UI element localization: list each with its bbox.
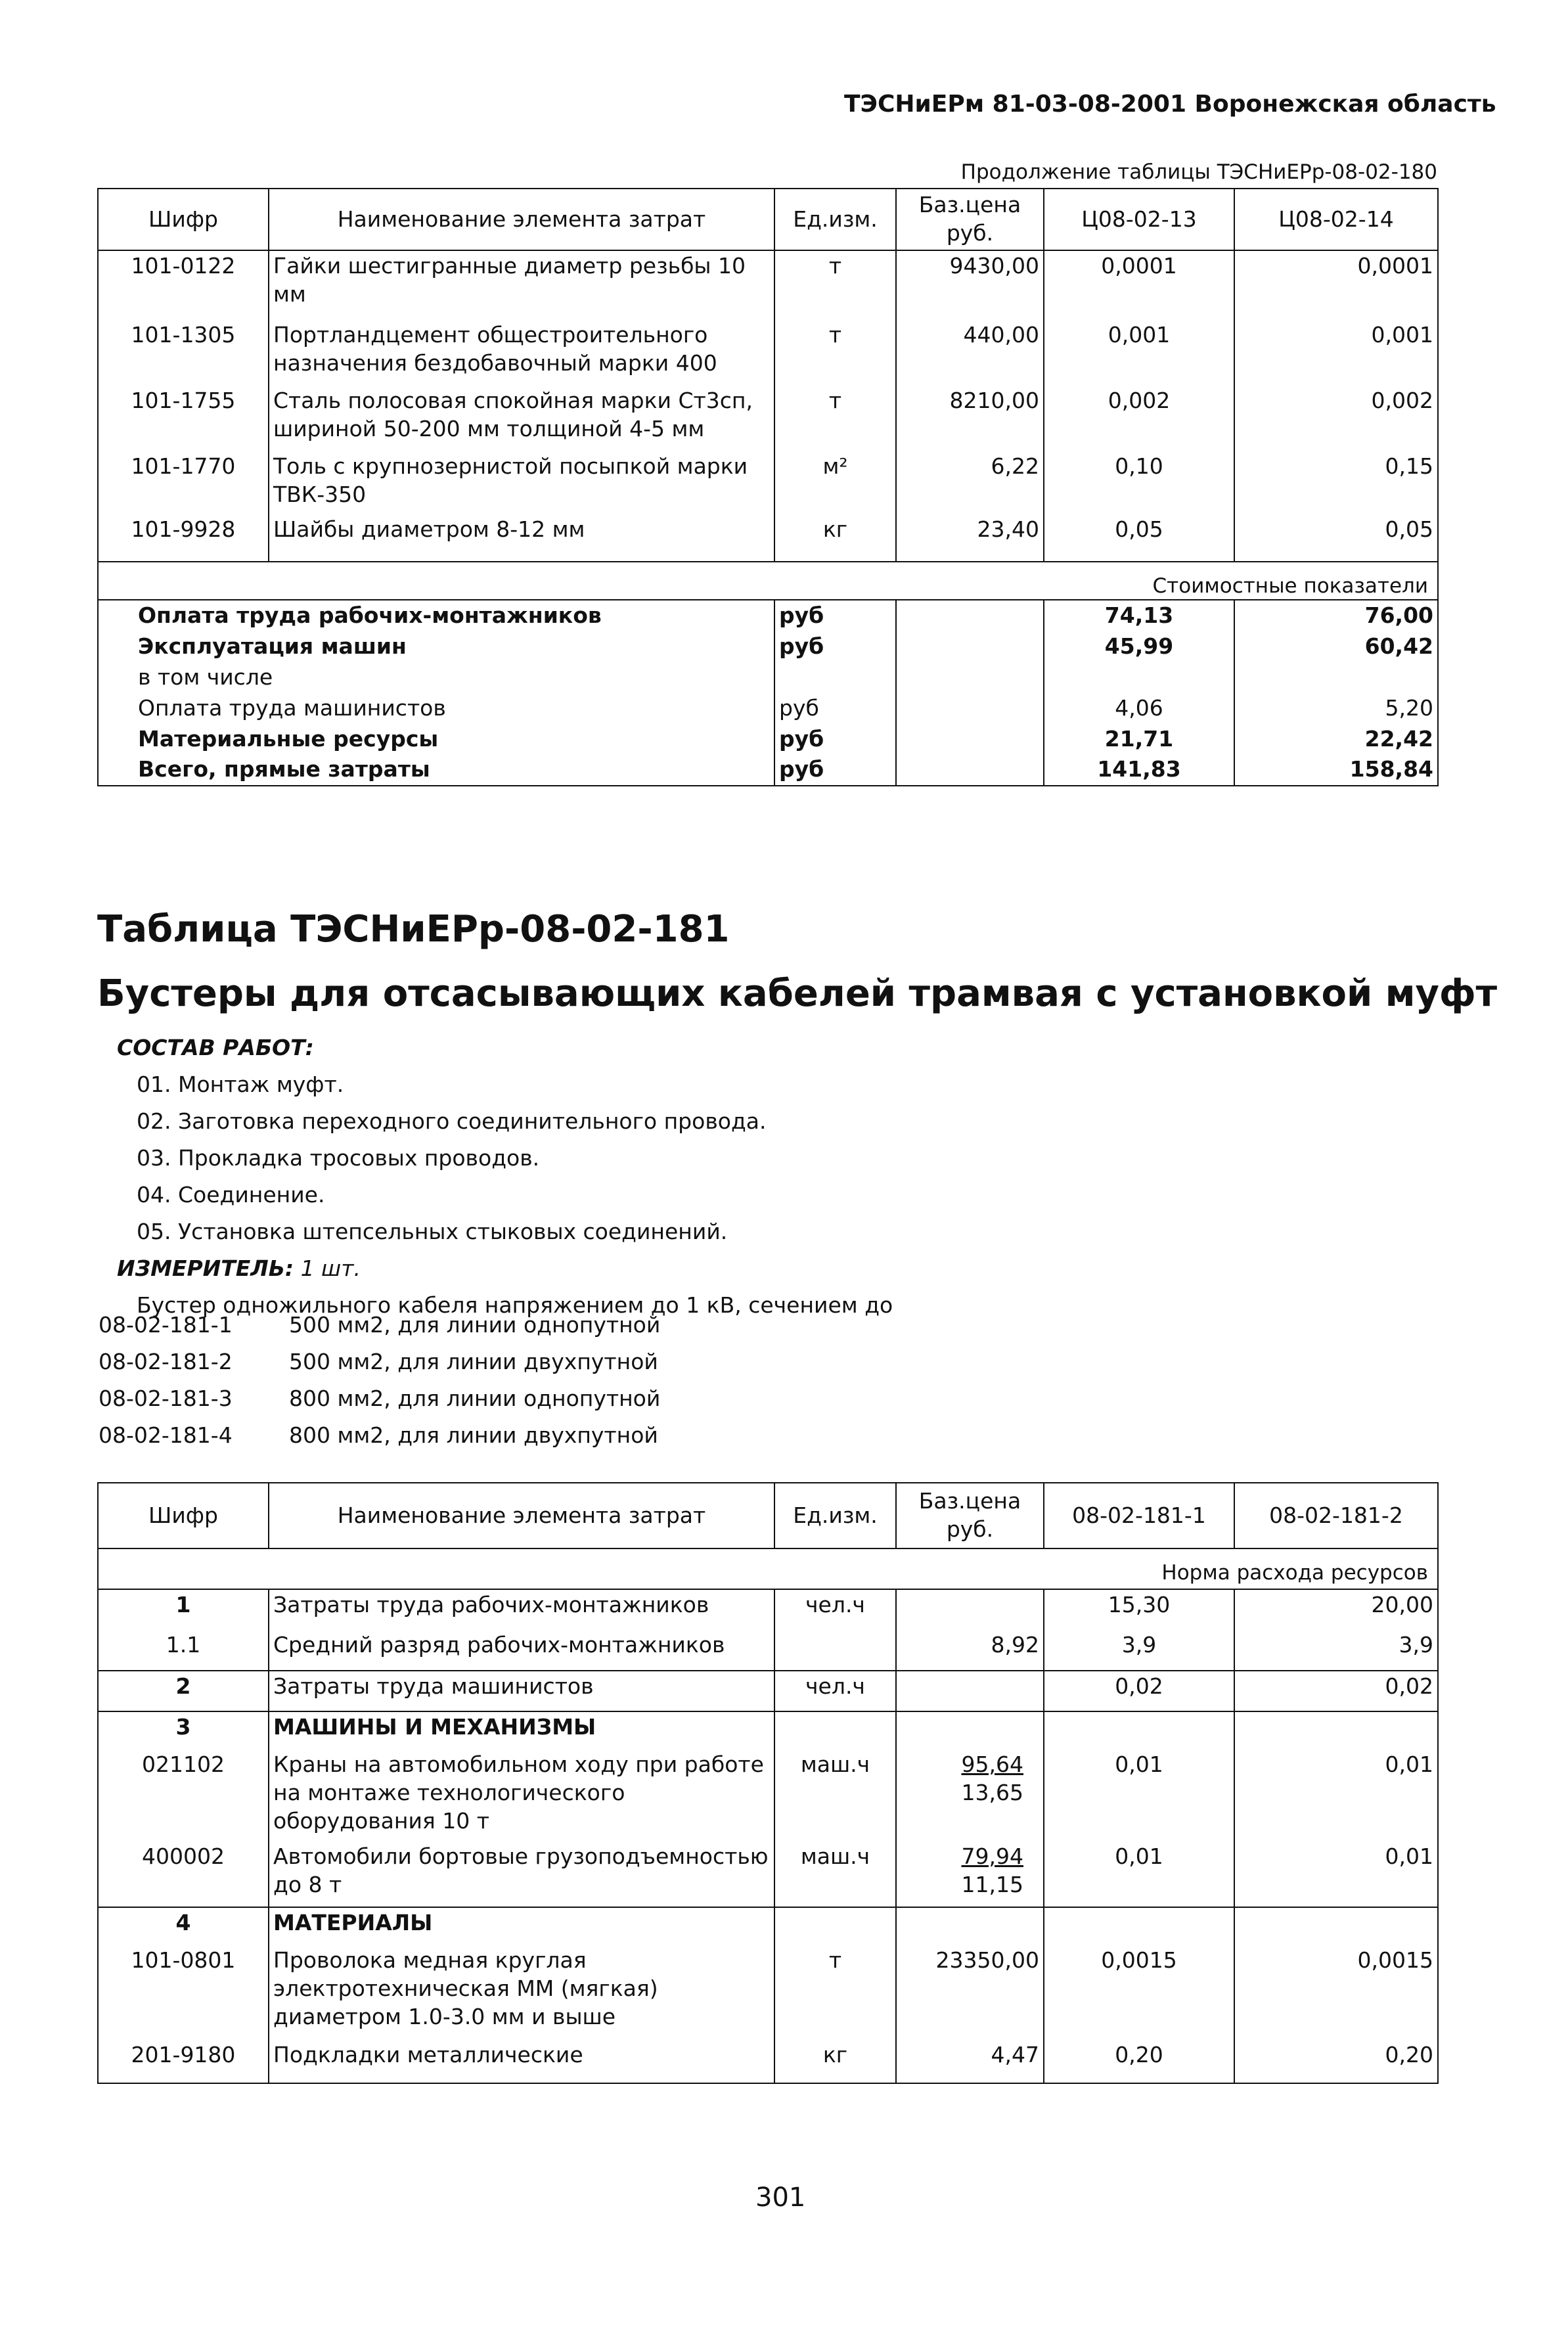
table-row	[98, 1907, 1438, 1945]
summary-unit: руб	[774, 724, 896, 755]
cell-unit: чел.ч	[774, 1589, 896, 1630]
variant-text: 500 мм2, для линии двухпутной	[289, 1349, 658, 1374]
cell-b: 3,9	[1234, 1630, 1438, 1671]
cell-price: 23350,00	[896, 1945, 1044, 2040]
summary-name: Материальные ресурсы	[98, 724, 774, 755]
table-title: Таблица ТЭСНиЕРр-08-02-181	[97, 908, 730, 951]
table1	[97, 188, 1439, 786]
cell-b: 20,00	[1234, 1589, 1438, 1630]
cell-b: 0,001	[1234, 320, 1438, 386]
cell-name: Затраты труда машинистов	[269, 1671, 774, 1711]
cell-name: Проволока медная круглая электротехническая ММ (мягкая) диаметром 1.0-3.0 мм и выше	[269, 1945, 774, 2040]
cell-code: 201-9180	[98, 2040, 269, 2083]
summary-unit: руб	[774, 631, 896, 662]
table-row	[98, 1841, 1438, 1907]
cell-a: 0,20	[1044, 2040, 1234, 2083]
cell-code: 101-1305	[98, 320, 269, 386]
section-label: Норма расхода ресурсов	[1161, 1561, 1428, 1585]
cell-a: 0,10	[1044, 451, 1234, 514]
summary-name: Эксплуатация машин	[98, 631, 774, 662]
section-row	[98, 1548, 1438, 1589]
summary-b: 158,84	[1234, 754, 1438, 786]
table2	[97, 1482, 1439, 2084]
works-list	[117, 1072, 893, 1255]
cell-b: 0,02	[1234, 1671, 1438, 1711]
summary-row	[98, 600, 1438, 631]
summary-unit: руб	[774, 600, 896, 631]
cell-name: МАШИНЫ И МЕХАНИЗМЫ	[269, 1711, 774, 1750]
summary-row	[98, 724, 1438, 755]
table-row	[98, 1750, 1438, 1841]
cell-unit: т	[774, 1945, 896, 2040]
cell-name: Средний разряд рабочих-монтажников	[269, 1630, 774, 1671]
measure-line	[117, 1255, 893, 1292]
cell-code: 1	[98, 1589, 269, 1630]
price-total: 79,94	[961, 1843, 1023, 1869]
cell-code: 4	[98, 1907, 269, 1945]
works-label: СОСТАВ РАБОТ:	[117, 1035, 314, 1060]
list-item: 03. Прокладка тросовых проводов.	[137, 1145, 540, 1171]
cell-unit: т	[774, 386, 896, 451]
cell-code: 101-0801	[98, 1945, 269, 2040]
summary-unit: руб	[774, 754, 896, 786]
summary-unit: руб	[774, 693, 896, 724]
cell-b: 0,0015	[1234, 1945, 1438, 2040]
cell-code: 101-1770	[98, 451, 269, 514]
summary-b: 76,00	[1234, 600, 1438, 631]
cell-name: Затраты труда рабочих-монтажников	[269, 1589, 774, 1630]
summary-b: 22,42	[1234, 724, 1438, 755]
cell-name: Толь с крупнозернистой посыпкой марки ТВК-350	[269, 451, 774, 514]
col-code: Шифр	[98, 1483, 269, 1548]
cell-unit: м²	[774, 451, 896, 514]
cell-unit: кг	[774, 514, 896, 562]
list-item: 04. Соединение.	[137, 1182, 325, 1208]
cell-name: Краны на автомобильном ходу при работе на монтаже технологического оборудования 10 т	[269, 1750, 774, 1841]
cell-unit: чел.ч	[774, 1671, 896, 1711]
cell-a: 0,01	[1044, 1841, 1234, 1907]
table-row	[98, 1589, 1438, 1630]
cell-code: 021102	[98, 1750, 269, 1841]
col-unit: Ед.изм.	[774, 1483, 896, 1548]
list-item	[99, 1349, 660, 1386]
list-item: 05. Установка штепсельных стыковых соединений.	[137, 1219, 728, 1244]
variant-code: 08-02-181-4	[99, 1422, 233, 1448]
cell-price: 9430,00	[896, 250, 1044, 320]
cell-b: 0,20	[1234, 2040, 1438, 2083]
table-row	[98, 386, 1438, 451]
cell-a: 15,30	[1044, 1589, 1234, 1630]
table-row	[98, 1711, 1438, 1750]
variant-text: 500 мм2, для линии однопутной	[289, 1312, 661, 1338]
table1-header-row	[98, 189, 1438, 250]
variant-code: 08-02-181-3	[99, 1386, 233, 1411]
cell-unit: кг	[774, 2040, 896, 2083]
col-a: 08-02-181-1	[1044, 1483, 1234, 1548]
cell-a: 0,002	[1044, 386, 1234, 451]
page-header: ТЭСНиЕРм 81-03-08-2001 Воронежская область	[844, 91, 1496, 118]
col-name: Наименование элемента затрат	[269, 189, 774, 250]
summary-b: 5,20	[1234, 693, 1438, 724]
summary-a: 141,83	[1044, 754, 1234, 786]
cell-code: 1.1	[98, 1630, 269, 1671]
cell-code: 400002	[98, 1841, 269, 1907]
list-item	[99, 1312, 660, 1349]
table-row	[98, 2040, 1438, 2083]
price-labor: 13,65	[961, 1779, 1023, 1805]
variant-text: 800 мм2, для линии двухпутной	[289, 1422, 658, 1448]
cell-b: 0,0001	[1234, 250, 1438, 320]
page-number: 301	[755, 2182, 806, 2213]
cell-name: Сталь полосовая спокойная марки Ст3сп, шириной 50-200 мм толщиной 4-5 мм	[269, 386, 774, 451]
intro-text: Бустер одножильного кабеля напряжением до 1 кВ, сечением до	[137, 1292, 893, 1318]
works-section	[117, 1035, 893, 1329]
table-row	[98, 320, 1438, 386]
cell-name: МАТЕРИАЛЫ	[269, 1907, 774, 1945]
cell-b: 0,01	[1234, 1841, 1438, 1907]
variants-list	[99, 1312, 660, 1459]
cell-b: 0,002	[1234, 386, 1438, 451]
cell-code: 101-9928	[98, 514, 269, 562]
cell-price: 8210,00	[896, 386, 1044, 451]
cell-unit: т	[774, 250, 896, 320]
summary-name: Всего, прямые затраты	[98, 754, 774, 786]
cell-a: 0,02	[1044, 1671, 1234, 1711]
section-row	[98, 562, 1438, 600]
cell-b: 0,01	[1234, 1750, 1438, 1841]
cell-name: Шайбы диаметром 8-12 мм	[269, 514, 774, 562]
col-b: Ц08-02-14	[1234, 189, 1438, 250]
cell-code: 101-1755	[98, 386, 269, 451]
list-item: 02. Заготовка переходного соединительного провода.	[137, 1108, 767, 1134]
cell-a: 0,0015	[1044, 1945, 1234, 2040]
cell-a: 0,001	[1044, 320, 1234, 386]
cell-name: Автомобили бортовые грузоподъемностью до 8 т	[269, 1841, 774, 1907]
cell-a: 0,05	[1044, 514, 1234, 562]
table-row	[98, 250, 1438, 320]
table2-header-row	[98, 1483, 1438, 1548]
summary-a: 74,13	[1044, 600, 1234, 631]
table-subtitle: Бустеры для отсасывающих кабелей трамвая с установкой муфт	[97, 972, 1498, 1015]
col-code: Шифр	[98, 189, 269, 250]
summary-name: Оплата труда рабочих-монтажников	[98, 600, 774, 631]
summary-row	[98, 754, 1438, 786]
col-b: 08-02-181-2	[1234, 1483, 1438, 1548]
summary-row	[98, 693, 1438, 724]
cell-name: Гайки шестигранные диаметр резьбы 10 мм	[269, 250, 774, 320]
cell-b: 0,05	[1234, 514, 1438, 562]
list-item	[99, 1422, 660, 1459]
col-price: Баз.цена руб.	[896, 1483, 1044, 1548]
summary-row	[98, 662, 1438, 693]
variant-text: 800 мм2, для линии однопутной	[289, 1386, 661, 1411]
variant-code: 08-02-181-1	[99, 1312, 233, 1338]
table-row	[98, 1945, 1438, 2040]
cell-price: 23,40	[896, 514, 1044, 562]
price-labor: 11,15	[961, 1871, 1023, 1897]
cell-code: 3	[98, 1711, 269, 1750]
summary-name: Оплата труда машинистов	[98, 693, 774, 724]
list-item: 01. Монтаж муфт.	[137, 1072, 344, 1097]
measure-label: ИЗМЕРИТЕЛЬ:	[117, 1255, 294, 1281]
cell-b: 0,15	[1234, 451, 1438, 514]
cell-name: Портландцемент общестроительного назначения бездобавочный марки 400	[269, 320, 774, 386]
cell-price: 8,92	[896, 1630, 1044, 1671]
cell-a: 3,9	[1044, 1630, 1234, 1671]
price-total: 95,64	[961, 1751, 1023, 1777]
col-unit: Ед.изм.	[774, 189, 896, 250]
cell-unit: маш.ч	[774, 1841, 896, 1907]
cell-code: 101-0122	[98, 250, 269, 320]
col-a: Ц08-02-13	[1044, 189, 1234, 250]
summary-b: 60,42	[1234, 631, 1438, 662]
cell-unit: т	[774, 320, 896, 386]
cell-price: 4,47	[896, 2040, 1044, 2083]
table-row	[98, 514, 1438, 562]
table1-wrapper	[97, 160, 1437, 812]
table1-continuation: Продолжение таблицы ТЭСНиЕРр-08-02-180	[960, 160, 1437, 184]
summary-a: 45,99	[1044, 631, 1234, 662]
summary-name: в том числе	[98, 662, 774, 693]
measure-value: 1 шт.	[300, 1255, 361, 1281]
list-item	[99, 1386, 660, 1422]
cell-code: 2	[98, 1671, 269, 1711]
cell-name: Подкладки металлические	[269, 2040, 774, 2083]
cell-a: 0,01	[1044, 1750, 1234, 1841]
table-row	[98, 451, 1438, 514]
variant-code: 08-02-181-2	[99, 1349, 233, 1374]
cell-unit: маш.ч	[774, 1750, 896, 1841]
cell-price: 440,00	[896, 320, 1044, 386]
cell-a: 0,0001	[1044, 250, 1234, 320]
summary-a: 4,06	[1044, 693, 1234, 724]
table-row	[98, 1671, 1438, 1711]
section-label: Стоимостные показатели	[1152, 574, 1428, 598]
col-price: Баз.цена руб.	[896, 189, 1044, 250]
summary-a: 21,71	[1044, 724, 1234, 755]
table-row	[98, 1630, 1438, 1671]
cell-price: 6,22	[896, 451, 1044, 514]
col-name: Наименование элемента затрат	[269, 1483, 774, 1548]
summary-row	[98, 631, 1438, 662]
